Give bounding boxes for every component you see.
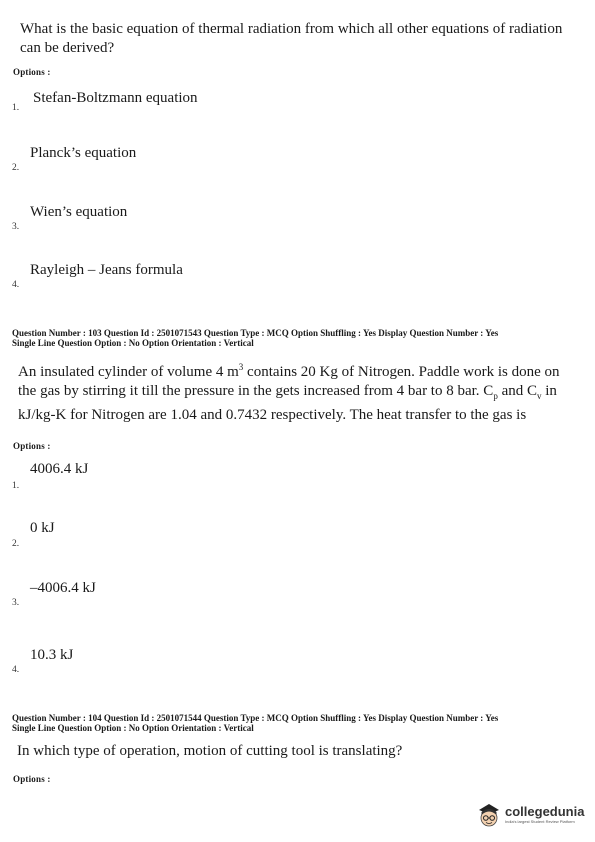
- option-text-prev-2: Planck’s equation: [30, 145, 137, 161]
- option-text-prev-4: Rayleigh – Jeans formula: [30, 262, 183, 278]
- question-text-104: In which type of operation, motion of cutting tool is translating?: [17, 743, 403, 759]
- option-text-103-4: 10.3 kJ: [30, 647, 74, 663]
- options-label-104: Options :: [13, 774, 51, 784]
- option-number-103-2: 2.: [12, 539, 20, 549]
- options-label-prev: Options :: [13, 67, 51, 77]
- option-number-103-1: 1.: [12, 481, 20, 491]
- option-number-103-4: 4.: [12, 665, 20, 675]
- question-meta-104-line1: Question Number : 104 Question Id : 2501071544 Question Type : MCQ Option Shuffling : Yes Display Question Number : Yes: [12, 713, 499, 723]
- logo-name: collegedunia: [505, 803, 585, 819]
- question-meta-103-line2: Single Line Question Option : No Option Orientation : Vertical: [12, 338, 254, 348]
- option-number-prev-3: 3.: [12, 222, 20, 232]
- mascot-icon: [476, 799, 502, 829]
- option-text-prev-3: Wien’s equation: [30, 204, 128, 220]
- option-text-103-3: –4006.4 kJ: [30, 580, 96, 596]
- question-meta-103-line1: Question Number : 103 Question Id : 2501071543 Question Type : MCQ Option Shuffling : Yes Display Question Number : Yes: [12, 328, 499, 338]
- option-number-prev-1: 1.: [12, 103, 20, 113]
- option-text-prev-1: Stefan-Boltzmann equation: [33, 90, 198, 106]
- option-number-103-3: 3.: [12, 598, 20, 608]
- option-text-103-1: 4006.4 kJ: [30, 461, 89, 477]
- collegedunia-logo: [476, 799, 584, 829]
- option-text-103-2: 0 kJ: [30, 520, 55, 536]
- option-number-prev-2: 2.: [12, 163, 20, 173]
- logo-tagline: India's largest Student Review Platform: [505, 818, 575, 824]
- option-number-prev-4: 4.: [12, 280, 20, 290]
- question-text-prev: What is the basic equation of thermal radiation from which all other equations of radiation can be derived?: [20, 21, 563, 56]
- question-text-103: An insulated cylinder of volume 4 $m^3$ contains 20 Kg of Nitrogen. Paddle work is done on the gas by stirring it till the pressure in the gets increased from 4 bar to 8 bar. $C_p$ and $C_v$ in kJ/kg-K for Nitrogen are 1.04 and 0.7432 respectively. The heat transfer to the gas is: [18, 362, 560, 423]
- question-meta-104-line2: Single Line Question Option : No Option Orientation : Vertical: [12, 723, 254, 733]
- options-label-103: Options :: [13, 441, 51, 451]
